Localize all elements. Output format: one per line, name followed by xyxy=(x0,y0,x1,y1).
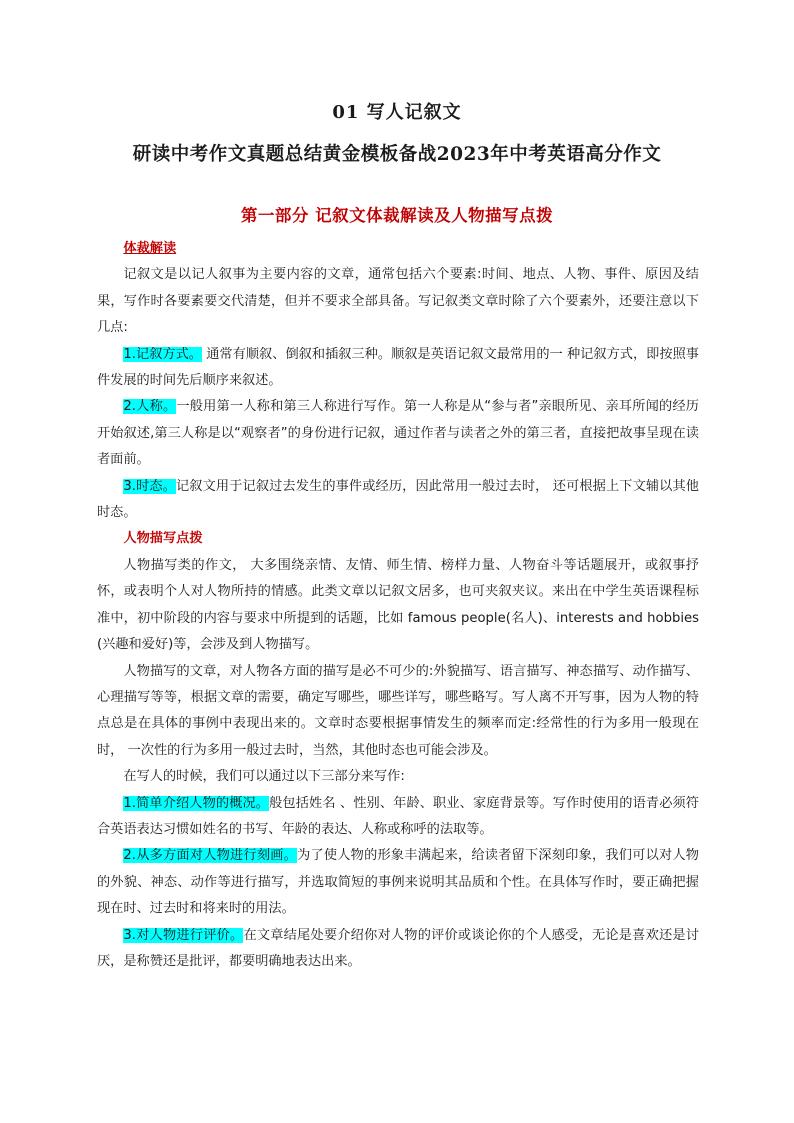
part-heading: 第一部分 记叙文体裁解读及人物描写点拨 xyxy=(240,206,554,225)
paragraph: 在写人的时候，我们可以通过以下三部分来写作: xyxy=(123,769,405,785)
section-heading-genre: 体裁解读 xyxy=(123,241,177,256)
section-heading-character: 人物描写点拨 xyxy=(123,531,203,547)
paragraph: 记叙文是以记人叙事为主要内容的文章，通常包括六个要素:时间、地点、人物、事件、原因及结果，写作时各要素要交代清楚，但并不要求全部具备。写记叙类文章时除了六个要素外，还要注意以下几点: xyxy=(97,267,699,336)
paragraph: 1.记叙方式。 通常有顺叙、倒叙和插叙三种。顺叙是英语记叙文最常用的一 种记叙方式，即按照事件发展的时间先后顺序来叙述。 xyxy=(97,346,699,389)
paragraph: 2.从多方面对人物进行刻画。为了使人物的形象丰满起来，给读者留下深刻印象，我们可以对人物的外貌、神态、动作等进行描写，并选取简短的事例来说明其品质和个性。在具体写作时，要正确把握现在时、过去时和将来时的用法。 xyxy=(97,848,699,917)
paragraph: 3.对人物进行评价。在文章结尾处要介绍你对人物的评价或谈论你的个人感受，无论是喜欢还是讨厌，是称赞还是批评，都要明确地表达出来。 xyxy=(97,927,699,969)
document-body xyxy=(97,236,699,975)
highlighted-point: 3.对人物进行评价。 xyxy=(123,927,244,943)
paragraph: 人物描写类的作文， 大多围绕亲情、友情、师生情、榜样力量、人物奋斗等话题展开，或叙事抒怀，或表明个人对人物所持的情感。此类文章以记叙文居多，也可夹叙夹议。来出在中学生英语课程标准中，初中阶段的内容与要求中所提到的话题，比如 famous people(名人)、interests and hobbies (兴趣和爱好)等，会涉及到人物描写。 xyxy=(97,557,699,653)
highlighted-point: 1.记叙方式。 xyxy=(123,346,203,362)
document-subtitle: 研读中考作文真题总结黄金模板备战2023年中考英语高分作文 xyxy=(132,144,662,165)
highlighted-point: 1.简单介绍人物的概况。 xyxy=(123,795,270,811)
document-title: 01 写人记叙文 xyxy=(332,102,462,123)
paragraph: 2.人称。一般用第一人称和第三人称进行写作。第一人称是从“参与者”亲眼所见、亲耳所闻的经历开始叙述,第三人称是以“观察者”的身份进行记叙，通过作者与读者之外的第三者，直接把故事呈现在读者面前。 xyxy=(97,399,699,468)
highlighted-point: 2.人称。 xyxy=(123,399,177,415)
paragraph: 3.时态。记叙文用于记叙过去发生的事件或经历，因此常用一般过去时， 还可根据上下文辅以其他时态。 xyxy=(97,478,699,521)
paragraph: 人物描写的文章，对人物各方面的描写是必不可少的:外貌描写、语言描写、神态描写、动作描写、心理描写等等，根据文章的需要，确定写哪些，哪些详写，哪些略写。写人离不开写事，因为人物的特点总是在具体的事例中表现出来的。文章时态要根据事情发生的频率而定:经常性的行为多用一般现在时， 一次性的行为多用一般过去时，当然，其他时态也可能会涉及。 xyxy=(97,663,699,758)
highlighted-point: 3.时态。 xyxy=(123,478,176,494)
paragraph: 1.简单介绍人物的概况。般包括姓名 、性别、年龄、职业、家庭背景等。写作时使用的语青必须符合英语表达习惯如姓名的书写、年龄的表达、人称或称呼的法取等。 xyxy=(97,795,699,837)
highlighted-point: 2.从多方面对人物进行刻画。 xyxy=(123,848,298,864)
